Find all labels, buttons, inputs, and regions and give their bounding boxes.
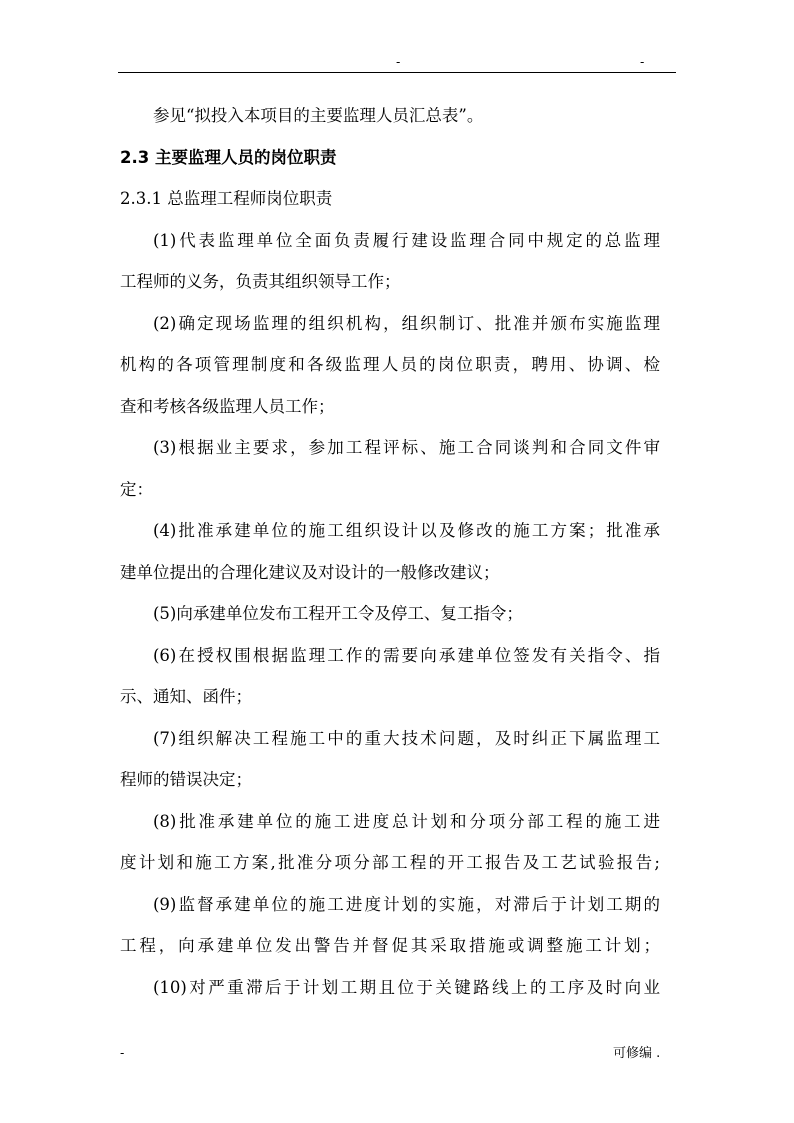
paragraph-line: 工程师的义务，负责其组织领导工作；: [120, 272, 401, 291]
paragraph-line: 度计划和施工方案,批准分项分部工程的开工报告及工艺试验报告;: [120, 853, 660, 872]
paragraph-line: 程师的错误决定；: [120, 770, 252, 789]
paragraph-line: (3)根据业主要求，参加工程评标、施工合同谈判和合同文件审: [153, 438, 660, 457]
paragraph-line: (1)代表监理单位全面负责履行建设监理合同中规定的总监理: [153, 230, 660, 250]
paragraph-line: 定：: [120, 479, 153, 499]
paragraph-line: (6)在授权围根据监理工作的需要向承建单位签发有关指令、指: [153, 645, 660, 665]
paragraph-line: (10)对严重滞后于计划工期且位于关键路线上的工序及时向业: [153, 977, 660, 997]
document-body: [120, 95, 660, 1008]
paragraph-line: 查和考核各级监理人员工作；: [120, 396, 335, 416]
section-heading: 2.3 主要监理人员的岗位职责: [120, 147, 337, 167]
paragraph-line: 参见“拟投入本项目的主要监理人员汇总表”。: [153, 106, 484, 125]
header-rule: [118, 72, 676, 73]
paragraph-line: 示、通知、函件；: [120, 687, 252, 706]
header-mark-right: -: [640, 55, 645, 69]
paragraph-line: (2)确定现场监理的组织机构，组织制订、批准并颁布实施监理: [153, 313, 660, 333]
paragraph-line: (4)批准承建单位的施工组织设计以及修改的施工方案；批准承: [153, 521, 660, 540]
paragraph-line: (8)批准承建单位的施工进度总计划和分项分部工程的施工进: [153, 811, 660, 831]
subsection-heading: 2.3.1 总监理工程师岗位职责: [120, 189, 333, 208]
paragraph-line: (7)组织解决工程施工中的重大技术问题，及时纠正下属监理工: [153, 728, 660, 748]
footer-mark: -: [120, 1046, 125, 1060]
footer-editable-note: 可修编 .: [613, 1046, 661, 1061]
paragraph-line: (5)向承建单位发布工程开工令及停工、复工指令；: [153, 604, 523, 623]
paragraph-line: 建单位提出的合理化建议及对设计的一般修改建议；: [120, 562, 500, 582]
paragraph-line: 机构的各项管理制度和各级监理人员的岗位职责，聘用、协调、检: [120, 355, 660, 374]
paragraph-line: 工程，向承建单位发出警告并督促其采取措施或调整施工计划；: [120, 936, 660, 955]
paragraph-line: (9)监督承建单位的施工进度计划的实施，对滞后于计划工期的: [153, 894, 660, 914]
header-mark-left: -: [396, 55, 401, 69]
